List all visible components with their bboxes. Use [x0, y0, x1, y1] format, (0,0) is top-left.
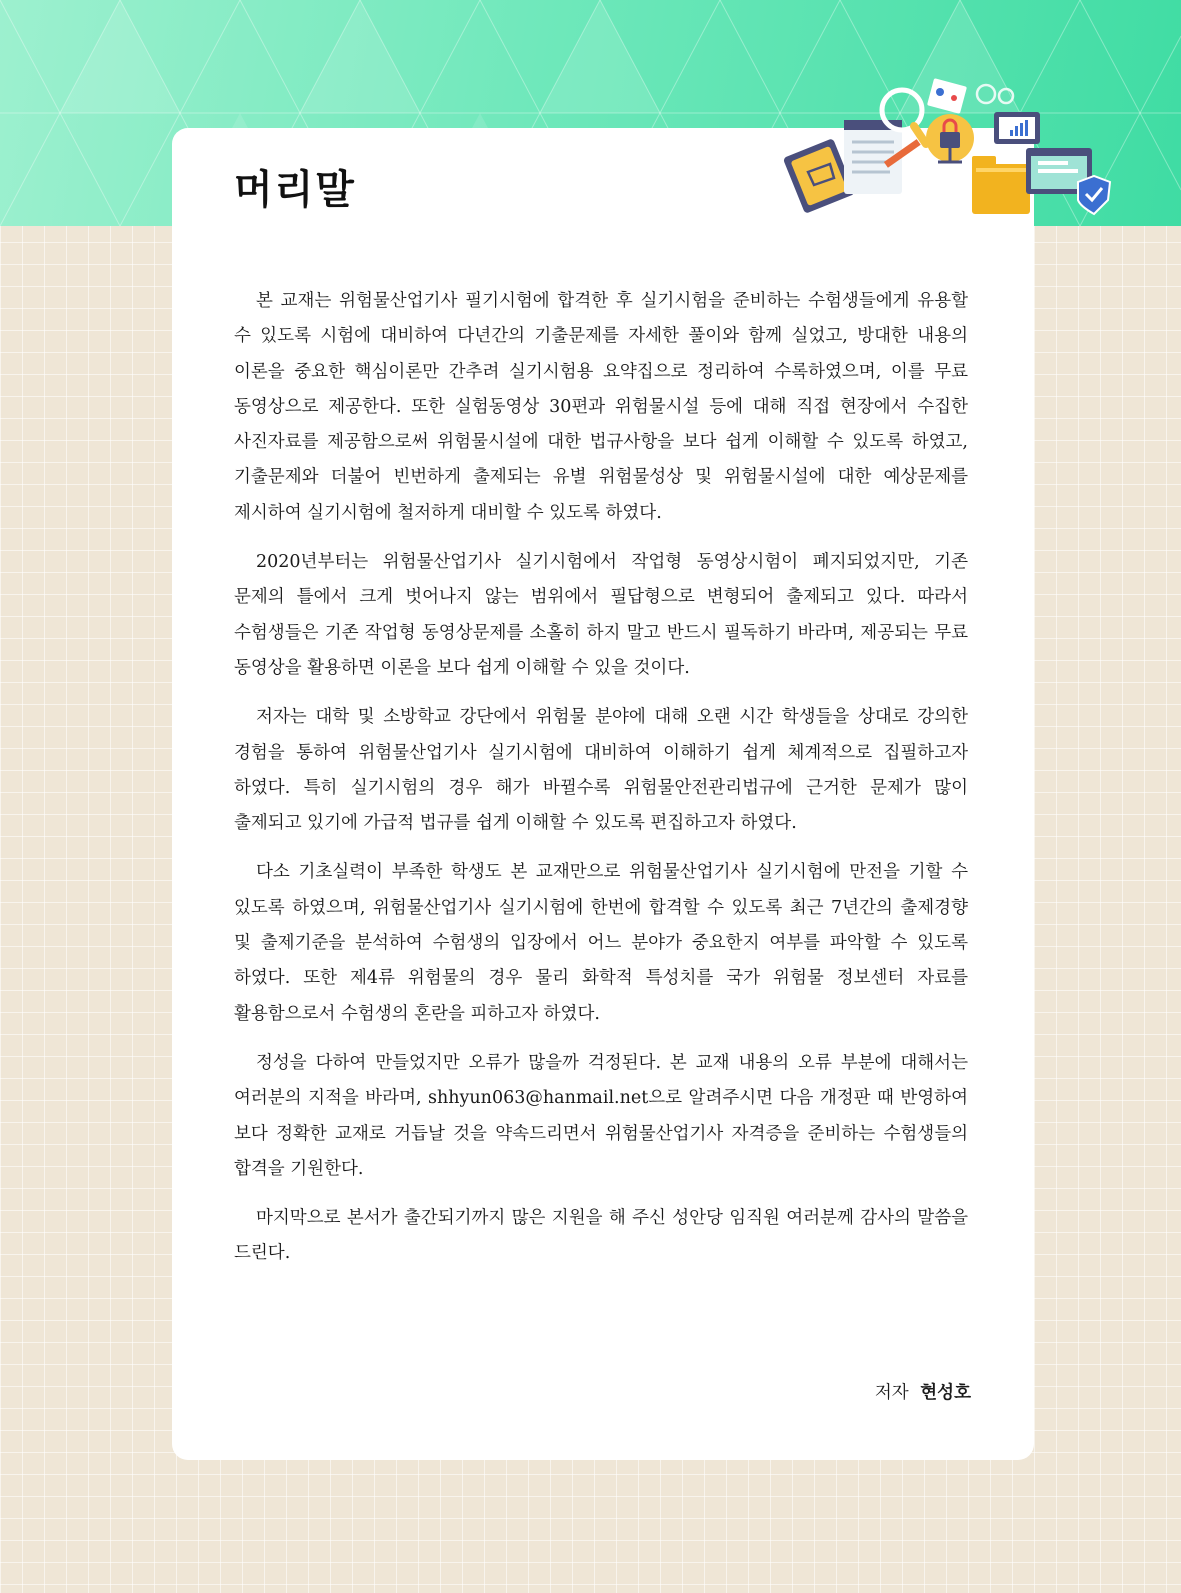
folder-icon — [972, 156, 1030, 214]
author-name: 현성호 — [920, 1383, 971, 1403]
preface-body — [234, 284, 968, 1286]
paragraph: 저자는 대학 및 소방학교 강단에서 위험물 분야에 대해 오랜 시간 학생들을 상대로 강의한 경험을 통하여 위험물산업기사 실기시험에 대비하여 이해하기 쉽게 체계적으로 집필하고자 하였다. 특히 실기시험의 경우 해가 바뀔수록 위험물안전관리법규에 근거한 문제가 많이 출제되고 있기에 가급적 법규를 쉽게 이해할 수 있도록 편집하고자 하였다. — [234, 707, 968, 834]
author-label: 저자 — [874, 1383, 909, 1403]
shield-icon — [1078, 176, 1110, 214]
paragraph: 다소 기초실력이 부족한 학생도 본 교재만으로 위험물산업기사 실기시험에 만전을 기할 수 있도록 하였으며, 위험물산업기사 실기시험에 한번에 합격할 수 있도록 최근 7년간의 출제경향 및 출제기준을 분석하여 수험생의 입장에서 어느 분야가 중요한지 여부를 파악할 수 있도록 하였다. 또한 제4류 위험물의 경우 물리 화학적 특성치를 국가 위험물 정보센터 자료를 활용함으로서 수험생의 혼란을 피하고자 하였다. — [234, 862, 968, 1024]
paragraph: 2020년부터는 위험물산업기사 실기시험에서 작업형 동영상시험이 폐지되었지만, 기존 문제의 틀에서 크게 벗어나지 않는 범위에서 필답형으로 변형되어 출제되고 있다. 따라서 수험생들은 기존 작업형 동영상문제를 소홀히 하지 말고 반드시 필독하기 바라며, 제공되는 무료 동영상을 활용하면 이론을 보다 쉽게 이해할 수 있을 것이다. — [234, 552, 968, 678]
paragraph: 마지막으로 본서가 출간되기까지 많은 지원을 해 주신 성안당 임직원 여러분께 감사의 말씀을 드린다. — [234, 1208, 968, 1264]
education-illustration — [778, 68, 1138, 228]
author-signature — [875, 1379, 971, 1404]
page-title: 머리말 — [234, 167, 356, 213]
profile-card-icon — [927, 78, 967, 114]
paragraph: 정성을 다하여 만들었지만 오류가 많을까 걱정된다. 본 교재 내용의 오류 부분에 대해서는 여러분의 지적을 바라며, shhyun063@hanmail.net으로 알려주시면 다음 개정판 때 반영하여 보다 정확한 교재로 거듭날 것을 약속드리면서 위험물산업기사 자격증을 준비하는 수험생들의 합격을 기원한다. — [234, 1052, 968, 1179]
paragraph: 본 교재는 위험물산업기사 필기시험에 합격한 후 실기시험을 준비하는 수험생들에게 유용할 수 있도록 시험에 대비하여 다년간의 기출문제를 자세한 풀이와 함께 실었고, 방대한 내용의 이론을 중요한 핵심이론만 간추려 실기시험용 요약집으로 정리하여 수록하였으며, 이를 무료 동영상으로 제공한다. 또한 실험동영상 30편과 위험물시설 등에 대해 직접 현장에서 수집한 사진자료를 제공함으로써 위험물시설에 대한 법규사항을 보다 쉽게 이해할 수 있도록 하였고, 기출문제와 더불어 빈번하게 출제되는 유별 위험물성상 및 위험물시설에 대한 예상문제를 제시하여 실기시험에 철저하게 대비할 수 있도록 하였다. — [234, 291, 968, 523]
chart-monitor-icon — [994, 112, 1040, 144]
lock-icon — [926, 114, 974, 162]
